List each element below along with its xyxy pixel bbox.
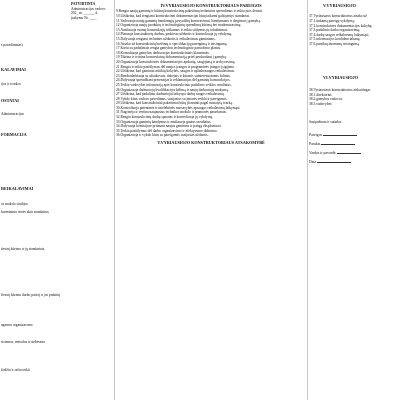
duty-item: 9.Rengia naujų gaminių ir būtinų konstrukcinių pakeitimų techninius sprendimus ir teikia juos derinti. [116,9,263,14]
responsibility-item: 37.1.tinkamą pareigų vykdymą; [309,19,355,23]
duty-item: 33.Organizuoja gaminių bandymus ir analizuoja gautus rezultatus. [116,119,212,124]
left-heading-kalav: KALAVIMAI [1,67,26,72]
section-v-heading: V.VYRIAUSIOJO KONSTRUKTORIAUS ATSAKOMYBĖ [157,140,265,146]
signature-block [309,131,400,167]
left-heading-ostatai: OSTATAI [1,98,19,103]
duty-item: 30.Kontroliuoja patentinės ir intelektinės nuosavybės apsaugos reikalavimų laikymąsi. [116,105,241,110]
duty-item: 18.Konsultuoja gamybos darbuotojus konstrukciniais klausimais. [116,50,210,55]
duty-item: 17.Kartu su padaliniais rengia gamybos technologinio paruošimo planus. [116,46,221,51]
acknowledgement-intro: Susipažinau ir sutinku: [309,120,342,125]
duty-item: 10.Užtikrina, kad rengiami konstrukcinei dokumentacijai būtų taikomi galiojantys standartai. [116,14,250,18]
duty-item: 31.Nagrinėja ir vertina naujausius technikos mokslo ir pramonės pasiekimus. [116,110,227,115]
page-fold-left [114,0,115,400]
duty-item: 15.Dalyvauja rengiant technines užduotis ir reikalavimus gaminiams. [116,36,216,41]
reporting-item: 38.2.gamybos vadovui; [309,97,343,102]
approval-block [71,2,105,20]
responsibility-item: 37.2.konstrukcinės dokumentacijos kokybę; [309,23,373,28]
duty-item: 23.Bendradarbiauja su užsakovais, tiekėjais ir kitomis suinteresuotomis šalimis. [116,73,231,78]
left-fragment-c: Administracijos [1,112,24,116]
signature-row-signature [309,140,400,149]
approval-title: PATVIRTINTA [71,2,96,6]
duty-item: 14.Planuoja konstruktorių darbus, paskirsto užduotis ir kontroliuoja jų vykdymą. [116,32,233,37]
approval-line-1: Administracijos vadovo [71,6,106,11]
signature-label: Vardas ir pavardė [309,150,336,155]
right-section-heading-2: VI.VYRIAUSIOJO [323,74,359,80]
duty-item: 20.Organizuoja konstrukcinės dokumentacijos apskaitą, saugojimą ir archyvavimą. [116,59,236,64]
left-fragment-f: tiesinį kūrimo ir jų standartais, [1,247,46,251]
left-heading-reikalavimai: REIKALAVIMAI [1,186,34,191]
duties-list [116,9,306,138]
duty-item: 19.Tikrina ir tvirtina konstrukcinę dokumentaciją prieš perduodant į gamybą. [116,55,227,60]
left-fragment-h: agamos organizavimo [1,323,33,327]
signature-label: Parašas [309,141,321,146]
left-fragment-j: žodžiu ir raštu teikti [1,368,30,372]
duty-item: 34.Dalyvauja komisijose priimant naujus gaminius ir įrangą eksploatuoti. [116,124,222,129]
left-fragment-g: fiesinį kūrimo darbo patirtį ir jos praktinį [1,293,61,297]
duty-item: 26.Organizuoja darbuotojų kvalifikacijos kėlimą ir naujų darbuotojų mokymą. [116,87,229,92]
duty-item: 27.Užtikrina, kad padalinio darbuotojai laikytųsi darbų saugos reikalavimų. [116,92,225,97]
duty-item: 11.Vadovauja naujų gaminių bandomųjų pavyzdžių konstravimui, bandymams ir diegimui į gamybą. [116,18,261,23]
duty-item: 12.Organizuoja naujų produktų ir technologinių sprendimų kūrimą bei modernizavimą. [116,23,242,28]
duty-item: 22.Užtikrina, kad gaminiai atitiktų kokybės, saugos ir aplinkosaugos reikalavimus. [116,69,235,74]
reporting-item: 38.Vyriausiasis konstruktorius atskaitingas [309,87,371,92]
right-section-heading: V.VYRIAUSIOJO [323,3,356,8]
duty-item: 25.Teikia vadovybei informaciją apie konstrukcinio padalinio veiklos rezultatus. [116,82,232,87]
duty-item: 13.Analizuoja esamų konstrukcijų trūkumus ir teikia siūlymus jų tobulinimui. [116,27,228,32]
approval-line-3: įsakymu Nr. ____ [71,15,97,20]
reporting-item: 38.3.vadovybei; [309,101,333,106]
signature-line[interactable] [323,135,357,136]
signature-line[interactable] [321,144,355,145]
signature-label: Pareigos [309,132,323,137]
duty-item: 21.Rengia ir teikia pasiūlymus dėl naujos įrangos ir programinės įrangos įsigijimo. [116,64,235,69]
duty-item: 16.Atsako už konstrukcinių brėžinių ir specifikacijų parengimą ir teisingumą. [116,41,228,46]
left-heading-formacija: FORMACIJA [1,132,27,137]
signature-line[interactable] [317,162,351,163]
duty-item: 28.Vykdo kitus vadovo pavedimus, susijusius su įmonės veikla ir pareigomis. [116,96,228,101]
left-fragment-d: os mokslo studijos [1,202,28,206]
right-column [309,0,400,400]
left-fragment-i: sistemas, metodus ir stebėsena [1,340,45,344]
left-fragment-b: ijos ir tvarkos [1,82,21,86]
duty-item: 29.Užtikrina, kad konstrukciniai pakeitimai būtų įforminti pagal nustatytą tvarką. [116,101,233,106]
duty-item: 24.Dalyvauja sprendžiant pretenzijas ir reklamacijas dėl gaminių konstrukcijos. [116,78,231,83]
page-fold-right [307,0,308,400]
responsibility-item: 37.3.padalinio darbo organizavimą; [309,28,361,33]
middle-column [116,0,306,400]
responsibility-item: 37.5.informacijos konfidencialumą; [309,37,361,42]
responsibility-list [309,14,400,46]
left-fragment-a: s pavadinimas) [1,43,23,47]
approval-line-2: 202_ m. ______ d. [71,11,99,16]
signature-row-date [309,158,400,167]
responsibility-item: 37.6.pateiktų duomenų teisingumą. [309,41,360,46]
responsibility-item: 37.Vyriausiasis konstruktorius atsako už [309,14,367,19]
left-fragment-e: kurmininiu teisės aktu standartus; [1,210,50,214]
signature-row-name [309,149,400,158]
left-column [0,0,113,400]
signature-label: Data [309,159,317,164]
duty-item: 36.Organizuoja ir vykdo kitas su pareigomis susijusias užduotis. [116,133,209,138]
signature-line[interactable] [337,153,361,154]
duty-item: 35.Teikia pasiūlymus dėl darbo organizavimo ir efektyvumo didinimo. [116,128,218,133]
duty-item: 32.Rengia konstrukcinių darbų sąmatas ir kontroliuoja jų vykdymą. [116,115,214,120]
responsibility-item: 37.4.darbų saugos reikalavimų laikymąsi; [309,32,369,37]
reporting-list [309,88,400,106]
signature-row-position [309,131,400,140]
reporting-item: 38.1.direktoriui; [309,92,333,97]
section-iv-heading: IV.VYRIAUSIOJO KONSTRUKTORIAUS PAREIGOS [160,3,262,8]
